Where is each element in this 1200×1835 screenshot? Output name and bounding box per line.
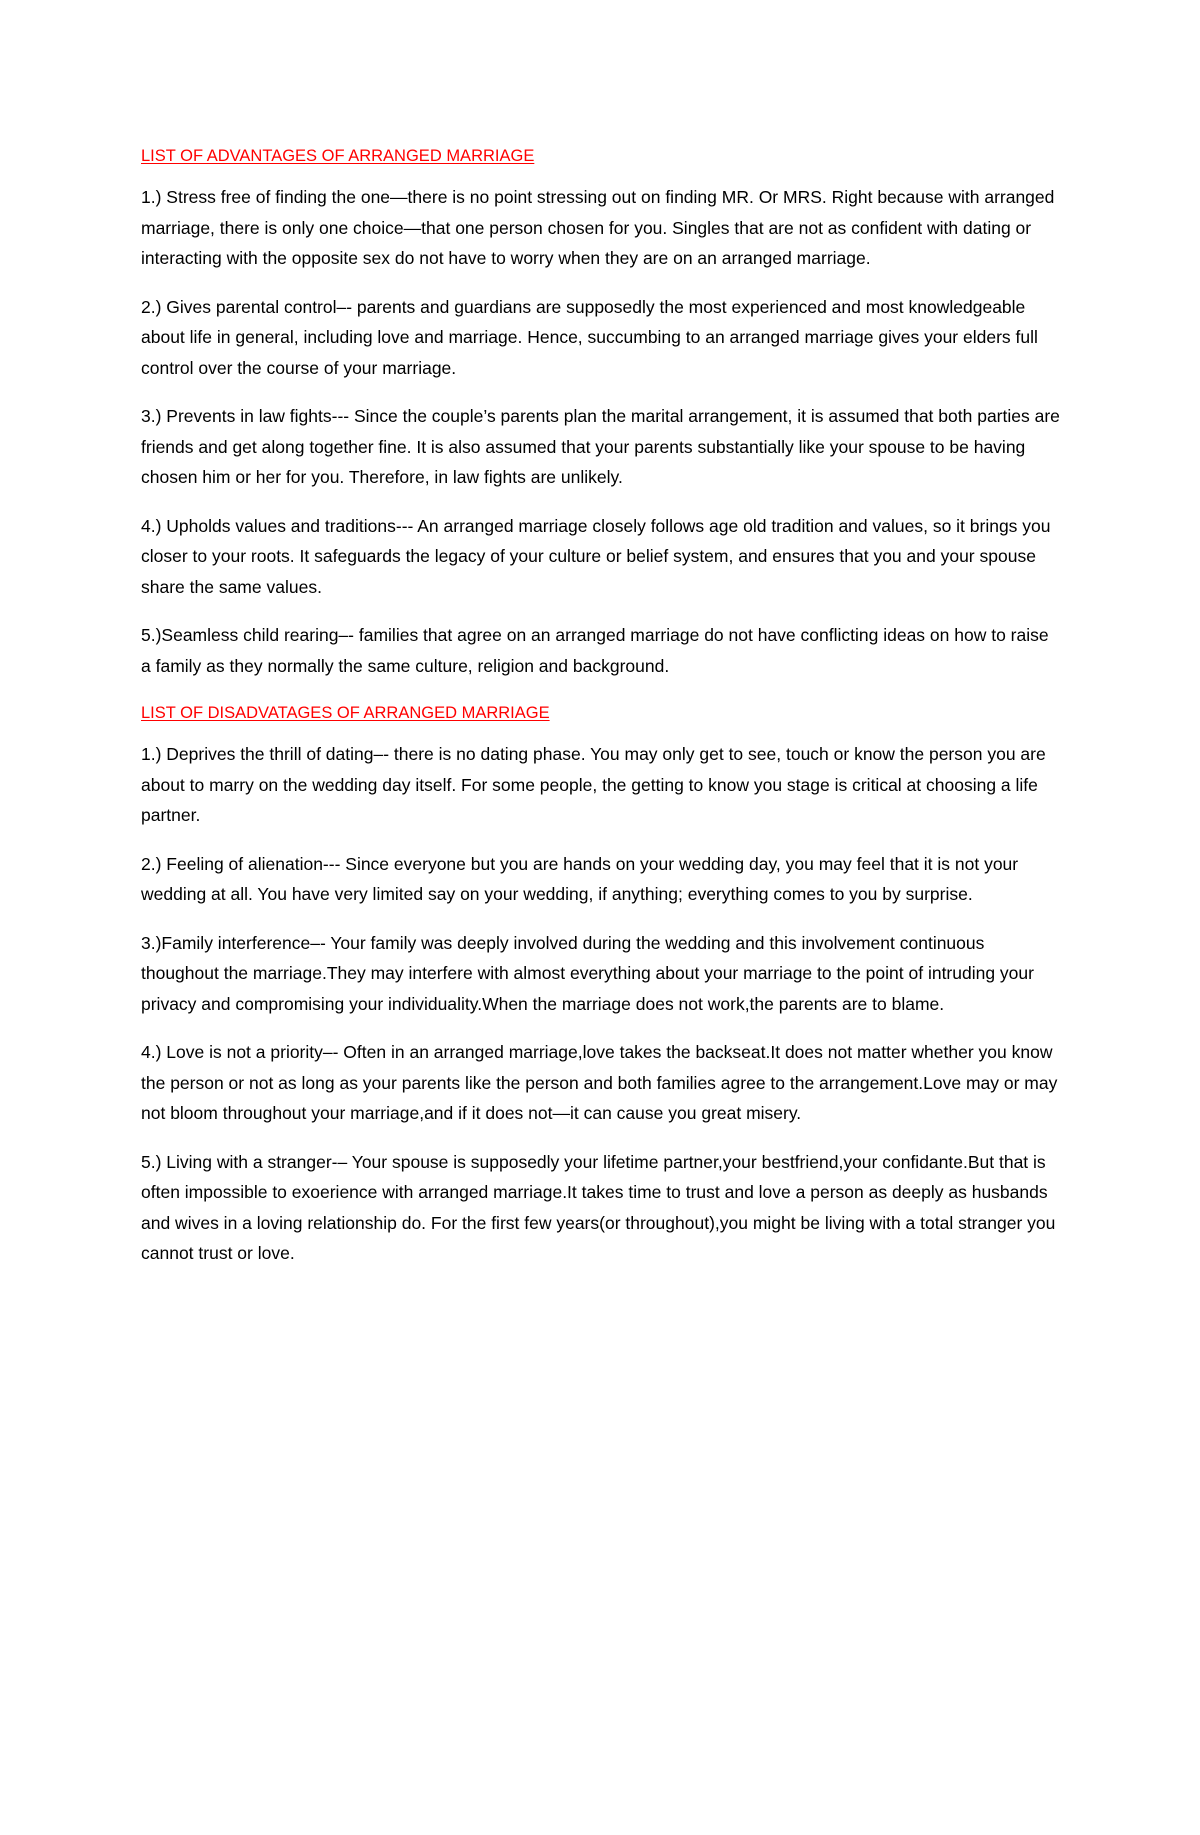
disadvantage-item-5: 5.) Living with a stranger-– Your spouse is supposedly your lifetime partner,your bestfriend,your confidante.But that is often impossible to exoerience with arranged marriage.It takes time to trust and love a person as deeply as husbands and wives in a loving relationship do. For the first few years(or throughout),you might be living with a total stranger you cannot trust or love. — [141, 1151, 1056, 1263]
disadvantages-heading: LIST OF DISADVATAGES OF ARRANGED MARRIAGE — [141, 704, 550, 722]
document-page — [141, 142, 1061, 1287]
advantage-item-3: 3.) Prevents in law fights--- Since the couple’s parents plan the marital arrangement, it is assumed that both parties are friends and get along together fine. It is also assumed that your parents substantially like your spouse to be having chosen him or her for you. Therefore, in law fights are unlikely. — [141, 406, 1060, 487]
advantage-item-4: 4.) Upholds values and traditions--- An arranged marriage closely follows age old tradition and values, so it brings you closer to your roots. It safeguards the legacy of your culture or belief system, and ensures that you and your spouse share the same values. — [141, 515, 1051, 597]
disadvantage-item-2: 2.) Feeling of alienation--- Since everyone but you are hands on your wedding day, you may feel that it is not your wedding at all. You have very limited say on your wedding, if anything; everything comes to you by surprise. — [141, 853, 1019, 904]
advantage-item-1: 1.) Stress free of finding the one—there is no point stressing out on finding MR. Or MRS. Right because with arranged marriage, there is only one choice—that one person chosen for you. Singles that are not as confident with dating or interacting with the opposite sex do not have to worry when they are on an arranged marriage. — [141, 187, 1055, 268]
disadvantage-item-3: 3.)Family interference–- Your family was deeply involved during the wedding and this involvement continuous thoughout the marriage.They may interfere with almost everything about your marriage to the point of intruding your privacy and compromising your individuality.When the marriage does not work,the parents are to blame. — [141, 932, 1034, 1014]
advantage-item-5: 5.)Seamless child rearing–- families that agree on an arranged marriage do not have conflicting ideas on how to raise a family as they normally the same culture, religion and background. — [141, 625, 1049, 676]
advantages-heading: LIST OF ADVANTAGES OF ARRANGED MARRIAGE — [141, 147, 535, 165]
advantage-item-2: 2.) Gives parental control–- parents and guardians are supposedly the most experienced and most knowledgeable about life in general, including love and marriage. Hence, succumbing to an arranged marriage gives your elders full control over the course of your marriage. — [141, 296, 1038, 378]
disadvantage-item-4: 4.) Love is not a priority–- Often in an arranged marriage,love takes the backseat.It does not matter whether you know the person or not as long as your parents like the person and both families agree to the arrangement.Love may or may not bloom throughout your marriage,and if it does not—it can cause you great misery. — [141, 1042, 1058, 1123]
disadvantage-item-1: 1.) Deprives the thrill of dating–- there is no dating phase. You may only get to see, touch or know the person you are about to marry on the wedding day itself. For some people, the getting to know you stage is critical at choosing a life partner. — [141, 744, 1046, 825]
